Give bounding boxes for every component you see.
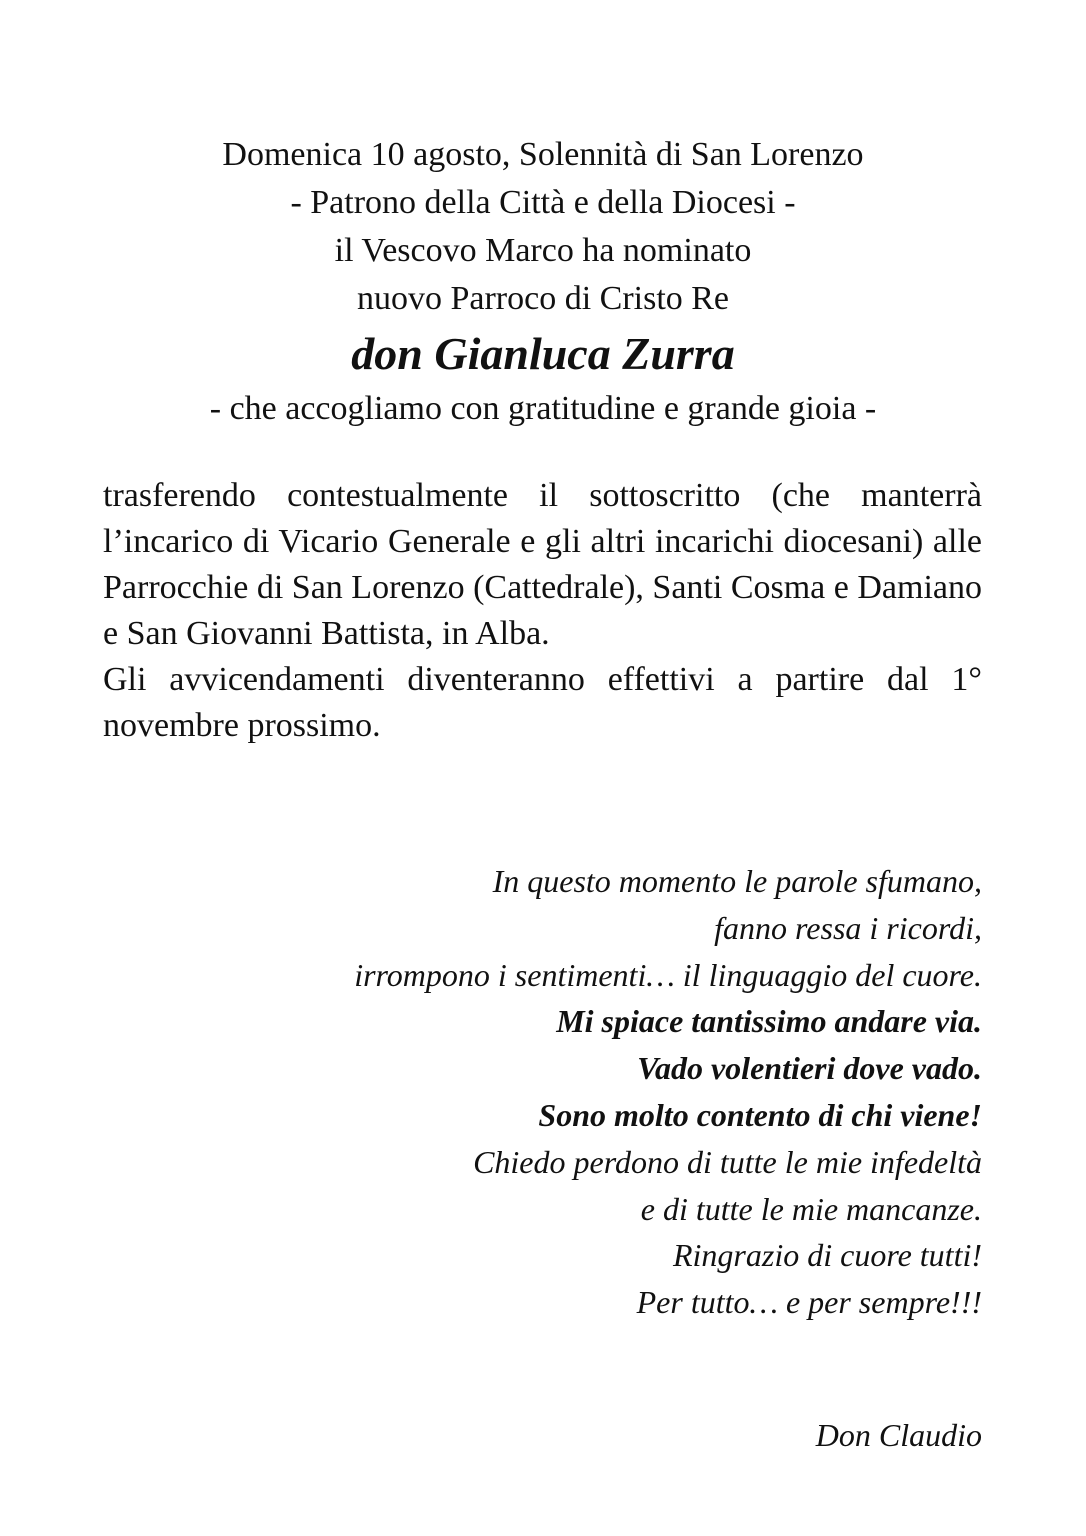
- message-line-bold: Vado volentieri dove vado.: [637, 1050, 982, 1087]
- message-line-bold: Mi spiace tantissimo andare via.: [556, 1003, 982, 1040]
- header-line-patron: - Patrono della Città e della Diocesi -: [290, 184, 796, 221]
- header-subtitle: - che accogliamo con gratitudine e grande gioia -: [209, 390, 877, 427]
- message-line: fanno ressa i ricordi,: [714, 909, 982, 946]
- announcement-header: [100, 131, 986, 433]
- farewell-message: [162, 858, 982, 1326]
- body-paragraph-transfer: trasferendo contestualmente il sottoscritto (che manterrà l’incarico di Vicario Generale e gli altri incarichi diocesani) alle Parrocchie di San Lorenzo (Cattedrale), Santi Cosma e Damiano e San Giovanni Battista, in Alba.: [103, 477, 982, 652]
- message-line-bold: Sono molto contento di chi viene!: [538, 1096, 982, 1133]
- header-line-parish: nuovo Parroco di Cristo Re: [356, 280, 730, 317]
- new-parish-priest-name: don Gianluca Zurra: [351, 328, 735, 379]
- body-paragraph-effective-date: Gli avvicendamenti diventeranno effettivi a partire dal 1° novembre prossimo.: [103, 661, 982, 744]
- header-line-date: Domenica 10 agosto, Solennità di San Lorenzo: [222, 136, 864, 173]
- message-line: irrompono i sentimenti… il linguaggio del cuore.: [354, 956, 982, 993]
- header-line-bishop: il Vescovo Marco ha nominato: [334, 232, 752, 269]
- message-line: Ringrazio di cuore tutti!: [672, 1237, 982, 1274]
- message-line: Chiedo perdono di tutte le mie infedeltà: [473, 1143, 982, 1180]
- message-line: e di tutte le mie mancanze.: [640, 1190, 982, 1227]
- message-line: In questo momento le parole sfumano,: [492, 863, 982, 899]
- announcement-body: [103, 473, 982, 749]
- message-line: Per tutto… e per sempre!!!: [636, 1284, 982, 1321]
- signature: Don Claudio: [815, 1417, 982, 1453]
